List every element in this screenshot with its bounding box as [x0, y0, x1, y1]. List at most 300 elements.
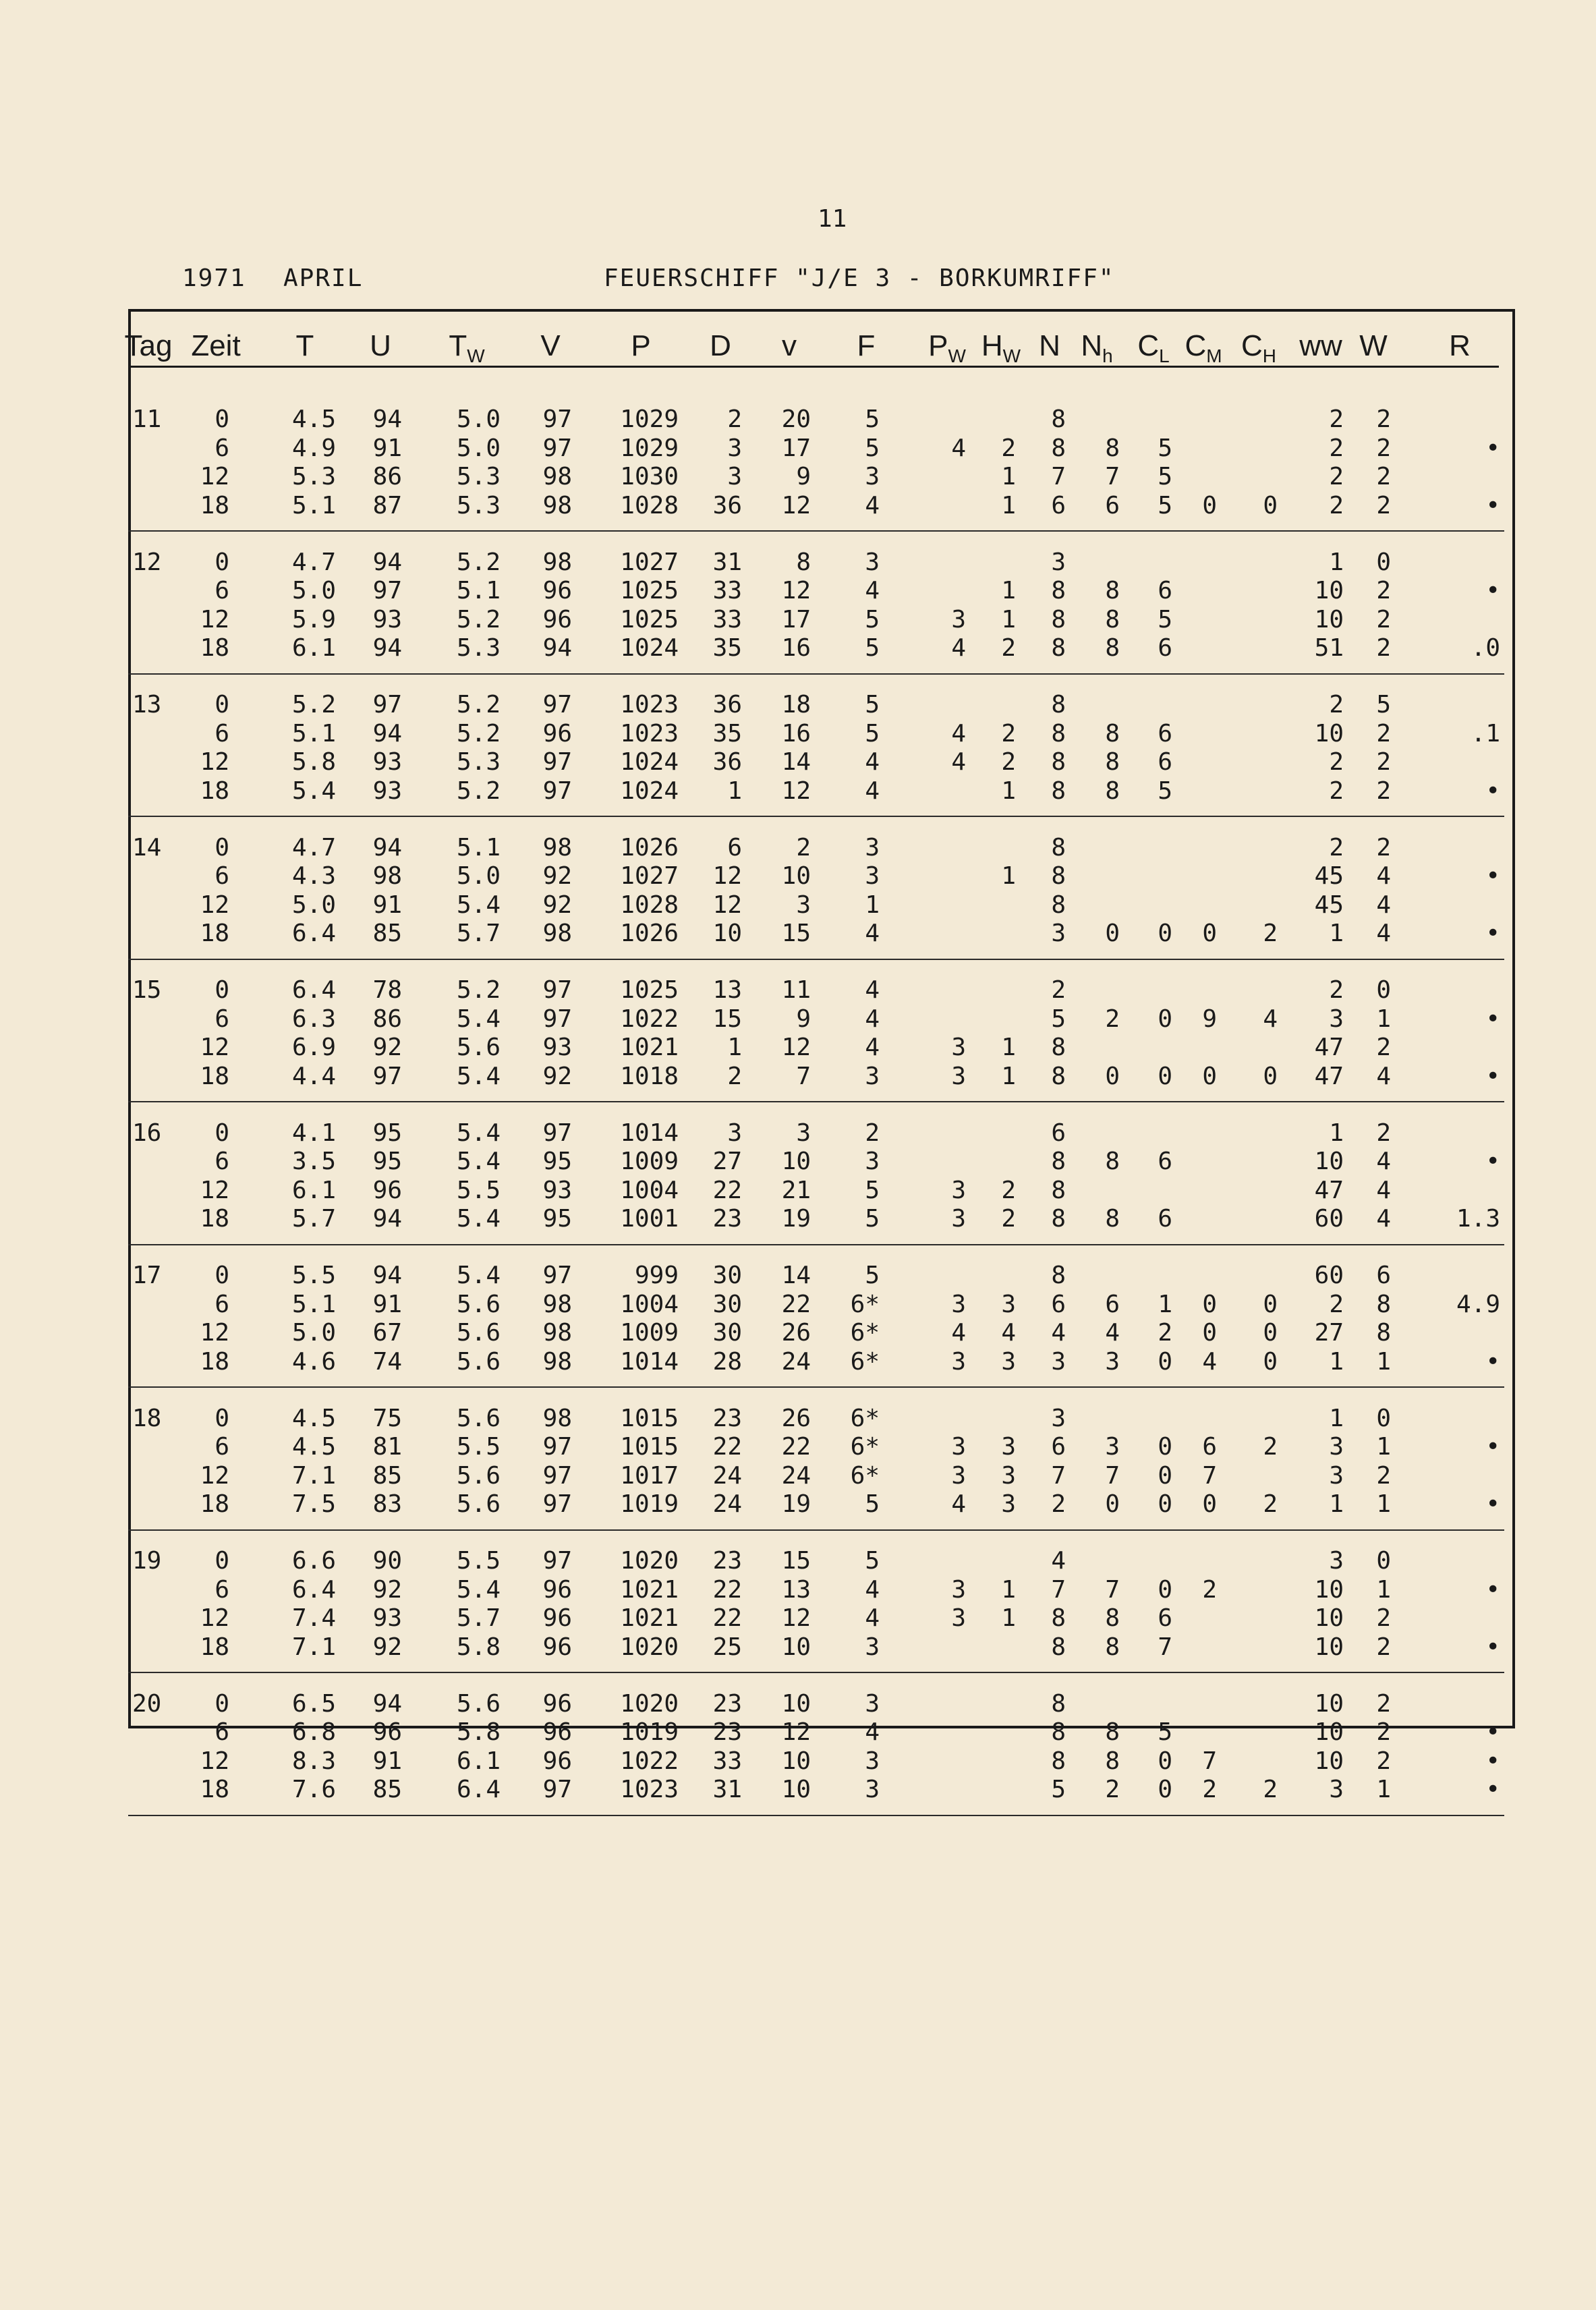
column-header-label: C	[1241, 329, 1263, 362]
cell-cl: 5	[1158, 605, 1172, 633]
cell-p: 1018	[620, 1062, 679, 1090]
block-separator	[128, 1386, 1504, 1388]
cell-hw: 2	[1001, 719, 1016, 748]
cell-ch: 2	[1263, 1490, 1278, 1518]
cell-cl: 5	[1158, 777, 1172, 805]
cell-f: 3	[865, 548, 880, 576]
cell-zeit: 12	[200, 1319, 229, 1347]
cell-d: 3	[727, 463, 742, 490]
cell-ww: 1	[1329, 1404, 1344, 1432]
cell-d: 24	[712, 1490, 742, 1518]
cell-v_big: 95	[542, 1148, 572, 1175]
cell-n: 8	[1051, 748, 1066, 776]
cell-v_big: 98	[542, 1347, 572, 1376]
column-header-u	[370, 329, 391, 363]
cell-u: 92	[372, 1575, 402, 1604]
cell-r: •	[1485, 1633, 1500, 1661]
cell-r: •	[1485, 1347, 1500, 1376]
cell-hw: 3	[1001, 1433, 1016, 1461]
block-separator	[128, 1672, 1504, 1673]
cell-ww: 2	[1329, 976, 1344, 1004]
cell-v: 20	[781, 405, 811, 433]
cell-d: 12	[712, 891, 742, 919]
cell-d: 1	[727, 1034, 742, 1061]
column-header-ww	[1299, 329, 1342, 363]
cell-zeit: 12	[200, 891, 229, 919]
cell-u: 85	[372, 1461, 402, 1490]
day-tag: 16	[132, 1119, 162, 1147]
cell-cm: 9	[1202, 1005, 1217, 1033]
block-separator	[128, 530, 1504, 532]
cell-t: 5.8	[291, 748, 336, 776]
cell-v: 15	[781, 920, 811, 947]
cell-w: 4	[1376, 1205, 1391, 1233]
cell-zeit: 18	[200, 920, 229, 947]
column-header-cm	[1185, 329, 1222, 367]
cell-u: 94	[372, 634, 402, 662]
cell-v_big: 96	[542, 1575, 572, 1604]
cell-tw: 5.0	[456, 434, 501, 462]
cell-t: 3.5	[291, 1148, 336, 1175]
cell-cm: 2	[1202, 1575, 1217, 1604]
cell-zeit: 12	[200, 605, 229, 633]
cell-v: 12	[781, 577, 811, 604]
cell-v_big: 96	[542, 577, 572, 604]
cell-f: 3	[865, 1689, 880, 1718]
cell-f: 6*	[850, 1290, 880, 1318]
cell-ww: 10	[1314, 1689, 1344, 1718]
cell-cl: 0	[1158, 1005, 1172, 1033]
cell-ww: 1	[1329, 1347, 1344, 1376]
cell-cl: 2	[1158, 1319, 1172, 1347]
cell-hw: 1	[1001, 577, 1016, 604]
cell-nh: 4	[1105, 1319, 1120, 1347]
cell-t: 6.4	[291, 976, 336, 1004]
cell-n: 8	[1051, 1062, 1066, 1090]
cell-w: 2	[1376, 1689, 1391, 1718]
cell-tw: 5.6	[456, 1461, 501, 1490]
cell-f: 4	[865, 1034, 880, 1061]
cell-t: 5.7	[291, 1205, 336, 1233]
cell-d: 35	[712, 634, 742, 662]
cell-n: 7	[1051, 1575, 1066, 1604]
cell-zeit: 0	[215, 976, 229, 1004]
cell-ww: 2	[1329, 748, 1344, 776]
column-header-label: N	[1039, 329, 1060, 362]
cell-w: 2	[1376, 605, 1391, 633]
cell-p: 1023	[620, 719, 679, 748]
cell-tw: 5.5	[456, 1176, 501, 1204]
cell-n: 8	[1051, 577, 1066, 604]
cell-v_big: 98	[542, 1404, 572, 1432]
cell-v_big: 97	[542, 748, 572, 776]
cell-t: 7.1	[291, 1633, 336, 1661]
cell-w: 1	[1376, 1005, 1391, 1033]
cell-ch: 0	[1263, 491, 1278, 519]
cell-t: 7.1	[291, 1461, 336, 1490]
cell-tw: 5.3	[456, 463, 501, 490]
cell-v_big: 97	[542, 691, 572, 719]
cell-w: 6	[1376, 1262, 1391, 1289]
cell-t: 4.5	[291, 405, 336, 433]
cell-w: 0	[1376, 548, 1391, 576]
cell-hw: 3	[1001, 1490, 1016, 1518]
cell-p: 1014	[620, 1347, 679, 1376]
cell-w: 4	[1376, 891, 1391, 919]
cell-v_big: 98	[542, 491, 572, 519]
cell-f: 5	[865, 405, 880, 433]
cell-v: 11	[781, 976, 811, 1004]
cell-ww: 2	[1329, 405, 1344, 433]
cell-w: 4	[1376, 1148, 1391, 1175]
cell-zeit: 18	[200, 1205, 229, 1233]
cell-w: 0	[1376, 1547, 1391, 1575]
cell-d: 25	[712, 1633, 742, 1661]
cell-tw: 5.4	[456, 1205, 501, 1233]
day-tag: 15	[132, 976, 162, 1004]
cell-nh: 8	[1105, 1747, 1120, 1775]
day-tag: 12	[132, 548, 162, 576]
cell-cl: 0	[1158, 1747, 1172, 1775]
cell-w: 4	[1376, 862, 1391, 890]
column-header-nh	[1081, 329, 1112, 367]
cell-ww: 10	[1314, 1747, 1344, 1775]
column-header-label: C	[1185, 329, 1207, 362]
cell-n: 8	[1051, 1262, 1066, 1289]
cell-nh: 8	[1105, 748, 1120, 776]
cell-tw: 5.0	[456, 862, 501, 890]
cell-w: 2	[1376, 833, 1391, 862]
cell-f: 5	[865, 434, 880, 462]
cell-nh: 8	[1105, 605, 1120, 633]
cell-nh: 6	[1105, 1290, 1120, 1318]
cell-hw: 1	[1001, 491, 1016, 519]
cell-t: 4.9	[291, 434, 336, 462]
cell-v: 10	[781, 1776, 811, 1803]
cell-ww: 2	[1329, 434, 1344, 462]
cell-cm: 2	[1202, 1776, 1217, 1803]
cell-pw: 4	[951, 748, 966, 776]
cell-u: 81	[372, 1433, 402, 1461]
cell-r: .1	[1471, 719, 1500, 748]
cell-u: 94	[372, 833, 402, 862]
cell-v: 19	[781, 1205, 811, 1233]
cell-p: 1021	[620, 1575, 679, 1604]
cell-p: 999	[634, 1262, 679, 1289]
cell-n: 8	[1051, 833, 1066, 862]
cell-zeit: 0	[215, 1689, 229, 1718]
cell-u: 91	[372, 1290, 402, 1318]
cell-f: 5	[865, 634, 880, 662]
cell-u: 93	[372, 777, 402, 805]
cell-tw: 5.6	[456, 1319, 501, 1347]
cell-t: 5.2	[291, 691, 336, 719]
cell-d: 3	[727, 434, 742, 462]
cell-t: 4.1	[291, 1119, 336, 1147]
cell-t: 7.6	[291, 1776, 336, 1803]
cell-v_big: 97	[542, 1433, 572, 1461]
cell-nh: 3	[1105, 1347, 1120, 1376]
cell-r: •	[1485, 1490, 1500, 1518]
cell-u: 86	[372, 463, 402, 490]
cell-p: 1015	[620, 1433, 679, 1461]
cell-u: 94	[372, 1262, 402, 1289]
cell-f: 4	[865, 920, 880, 947]
cell-w: 5	[1376, 691, 1391, 719]
cell-v_big: 97	[542, 1461, 572, 1490]
cell-zeit: 6	[215, 1718, 229, 1746]
cell-f: 5	[865, 605, 880, 633]
column-header-f	[857, 329, 876, 363]
cell-pw: 3	[951, 1347, 966, 1376]
cell-cm: 7	[1202, 1461, 1217, 1490]
cell-n: 3	[1051, 548, 1066, 576]
cell-nh: 8	[1105, 1205, 1120, 1233]
cell-hw: 1	[1001, 862, 1016, 890]
cell-v_big: 94	[542, 634, 572, 662]
cell-n: 8	[1051, 862, 1066, 890]
column-header-p	[631, 329, 650, 363]
cell-v_big: 98	[542, 1290, 572, 1318]
cell-v_big: 98	[542, 548, 572, 576]
cell-ww: 45	[1314, 891, 1344, 919]
cell-d: 35	[712, 719, 742, 748]
cell-cm: 0	[1202, 1319, 1217, 1347]
cell-r: •	[1485, 1062, 1500, 1090]
cell-d: 2	[727, 405, 742, 433]
cell-ww: 47	[1314, 1176, 1344, 1204]
cell-f: 4	[865, 976, 880, 1004]
cell-v_big: 96	[542, 1747, 572, 1775]
cell-v_big: 97	[542, 405, 572, 433]
cell-p: 1009	[620, 1319, 679, 1347]
cell-tw: 5.4	[456, 1575, 501, 1604]
cell-d: 36	[712, 748, 742, 776]
cell-n: 8	[1051, 719, 1066, 748]
cell-w: 0	[1376, 1404, 1391, 1432]
cell-v_big: 98	[542, 833, 572, 862]
cell-v: 13	[781, 1575, 811, 1604]
column-header-label: D	[710, 329, 731, 362]
cell-nh: 8	[1105, 1148, 1120, 1175]
cell-n: 3	[1051, 1404, 1066, 1432]
cell-zeit: 0	[215, 1119, 229, 1147]
cell-f: 6*	[850, 1433, 880, 1461]
cell-nh: 8	[1105, 1633, 1120, 1661]
cell-w: 2	[1376, 1034, 1391, 1061]
cell-n: 8	[1051, 1176, 1066, 1204]
cell-tw: 5.1	[456, 577, 501, 604]
cell-u: 91	[372, 434, 402, 462]
cell-n: 3	[1051, 920, 1066, 947]
cell-pw: 3	[951, 1604, 966, 1632]
cell-tw: 5.8	[456, 1718, 501, 1746]
cell-f: 5	[865, 1262, 880, 1289]
cell-w: 2	[1376, 405, 1391, 433]
cell-u: 95	[372, 1119, 402, 1147]
day-tag: 18	[132, 1404, 162, 1432]
cell-t: 6.4	[291, 920, 336, 947]
column-header-label: ww	[1299, 329, 1342, 362]
cell-ww: 10	[1314, 577, 1344, 604]
cell-p: 1029	[620, 405, 679, 433]
cell-cl: 6	[1158, 719, 1172, 748]
cell-zeit: 0	[215, 405, 229, 433]
cell-d: 23	[712, 1547, 742, 1575]
cell-cm: 0	[1202, 1290, 1217, 1318]
cell-w: 2	[1376, 1718, 1391, 1746]
cell-t: 8.3	[291, 1747, 336, 1775]
cell-d: 24	[712, 1461, 742, 1490]
cell-tw: 5.5	[456, 1433, 501, 1461]
cell-cl: 6	[1158, 748, 1172, 776]
column-header-cl	[1137, 329, 1169, 367]
cell-w: 0	[1376, 976, 1391, 1004]
cell-ww: 47	[1314, 1062, 1344, 1090]
cell-t: 4.7	[291, 833, 336, 862]
cell-zeit: 6	[215, 1433, 229, 1461]
cell-zeit: 18	[200, 1633, 229, 1661]
cell-v_big: 92	[542, 862, 572, 890]
cell-n: 6	[1051, 1119, 1066, 1147]
cell-nh: 8	[1105, 634, 1120, 662]
cell-u: 94	[372, 719, 402, 748]
cell-zeit: 0	[215, 1404, 229, 1432]
cell-d: 31	[712, 1776, 742, 1803]
cell-u: 95	[372, 1148, 402, 1175]
cell-ww: 3	[1329, 1005, 1344, 1033]
cell-v_big: 96	[542, 1633, 572, 1661]
cell-nh: 8	[1105, 1604, 1120, 1632]
cell-t: 6.4	[291, 1575, 336, 1604]
cell-r: •	[1485, 862, 1500, 890]
cell-f: 3	[865, 1062, 880, 1090]
cell-tw: 5.6	[456, 1490, 501, 1518]
cell-zeit: 18	[200, 1062, 229, 1090]
cell-r: •	[1485, 1148, 1500, 1175]
cell-t: 6.1	[291, 1176, 336, 1204]
cell-n: 6	[1051, 1290, 1066, 1318]
cell-tw: 5.5	[456, 1547, 501, 1575]
cell-v_big: 93	[542, 1034, 572, 1061]
cell-cm: 0	[1202, 1490, 1217, 1518]
day-tag: 14	[132, 833, 162, 862]
cell-p: 1025	[620, 577, 679, 604]
cell-t: 6.8	[291, 1718, 336, 1746]
cell-v: 17	[781, 605, 811, 633]
cell-v: 12	[781, 777, 811, 805]
cell-cl: 5	[1158, 463, 1172, 490]
cell-hw: 2	[1001, 748, 1016, 776]
cell-v: 10	[781, 1148, 811, 1175]
cell-f: 3	[865, 1776, 880, 1803]
cell-ww: 10	[1314, 1633, 1344, 1661]
cell-ww: 10	[1314, 1148, 1344, 1175]
cell-r: 4.9	[1456, 1290, 1500, 1318]
cell-v: 22	[781, 1290, 811, 1318]
cell-w: 2	[1376, 463, 1391, 490]
cell-w: 2	[1376, 748, 1391, 776]
cell-v_big: 96	[542, 719, 572, 748]
cell-t: 4.4	[291, 1062, 336, 1090]
cell-ww: 1	[1329, 548, 1344, 576]
cell-n: 4	[1051, 1319, 1066, 1347]
cell-pw: 3	[951, 1205, 966, 1233]
column-header-label: W	[1359, 329, 1388, 362]
column-header-label: C	[1137, 329, 1160, 362]
cell-t: 4.7	[291, 548, 336, 576]
cell-d: 12	[712, 862, 742, 890]
cell-zeit: 0	[215, 1262, 229, 1289]
column-header-subscript: L	[1159, 345, 1170, 366]
cell-tw: 6.1	[456, 1747, 501, 1775]
cell-zeit: 6	[215, 1290, 229, 1318]
cell-v_big: 97	[542, 777, 572, 805]
cell-p: 1024	[620, 634, 679, 662]
cell-p: 1021	[620, 1034, 679, 1061]
cell-u: 87	[372, 491, 402, 519]
cell-v: 9	[796, 463, 811, 490]
cell-t: 4.5	[291, 1404, 336, 1432]
cell-d: 6	[727, 833, 742, 862]
column-header-hw	[981, 329, 1021, 367]
column-header-zeit	[191, 329, 240, 363]
cell-v: 12	[781, 491, 811, 519]
block-separator	[128, 1529, 1504, 1531]
cell-tw: 5.4	[456, 1119, 501, 1147]
cell-pw: 4	[951, 434, 966, 462]
cell-v: 3	[796, 1119, 811, 1147]
column-header-subscript: W	[948, 345, 966, 366]
cell-t: 5.1	[291, 491, 336, 519]
cell-w: 2	[1376, 1747, 1391, 1775]
cell-u: 93	[372, 605, 402, 633]
cell-hw: 2	[1001, 1205, 1016, 1233]
cell-f: 3	[865, 833, 880, 862]
cell-ww: 60	[1314, 1205, 1344, 1233]
cell-hw: 3	[1001, 1347, 1016, 1376]
column-header-n	[1039, 329, 1060, 363]
cell-w: 4	[1376, 920, 1391, 947]
cell-n: 5	[1051, 1776, 1066, 1803]
cell-v: 14	[781, 1262, 811, 1289]
cell-v: 24	[781, 1461, 811, 1490]
cell-p: 1020	[620, 1633, 679, 1661]
cell-ww: 60	[1314, 1262, 1344, 1289]
cell-d: 36	[712, 491, 742, 519]
cell-d: 22	[712, 1604, 742, 1632]
cell-r: •	[1485, 1005, 1500, 1033]
cell-d: 28	[712, 1347, 742, 1376]
header-month: APRIL	[283, 264, 364, 292]
cell-zeit: 18	[200, 1347, 229, 1376]
cell-tw: 5.6	[456, 1404, 501, 1432]
cell-ww: 2	[1329, 491, 1344, 519]
column-header-v	[782, 329, 797, 363]
cell-d: 22	[712, 1575, 742, 1604]
day-tag: 13	[132, 691, 162, 719]
cell-hw: 2	[1001, 1176, 1016, 1204]
cell-ch: 0	[1263, 1319, 1278, 1347]
cell-v_big: 97	[542, 1262, 572, 1289]
column-header-label: F	[857, 329, 876, 362]
cell-d: 27	[712, 1148, 742, 1175]
cell-zeit: 0	[215, 1547, 229, 1575]
cell-p: 1022	[620, 1747, 679, 1775]
column-header-label: V	[540, 329, 561, 362]
cell-f: 4	[865, 777, 880, 805]
cell-u: 92	[372, 1034, 402, 1061]
